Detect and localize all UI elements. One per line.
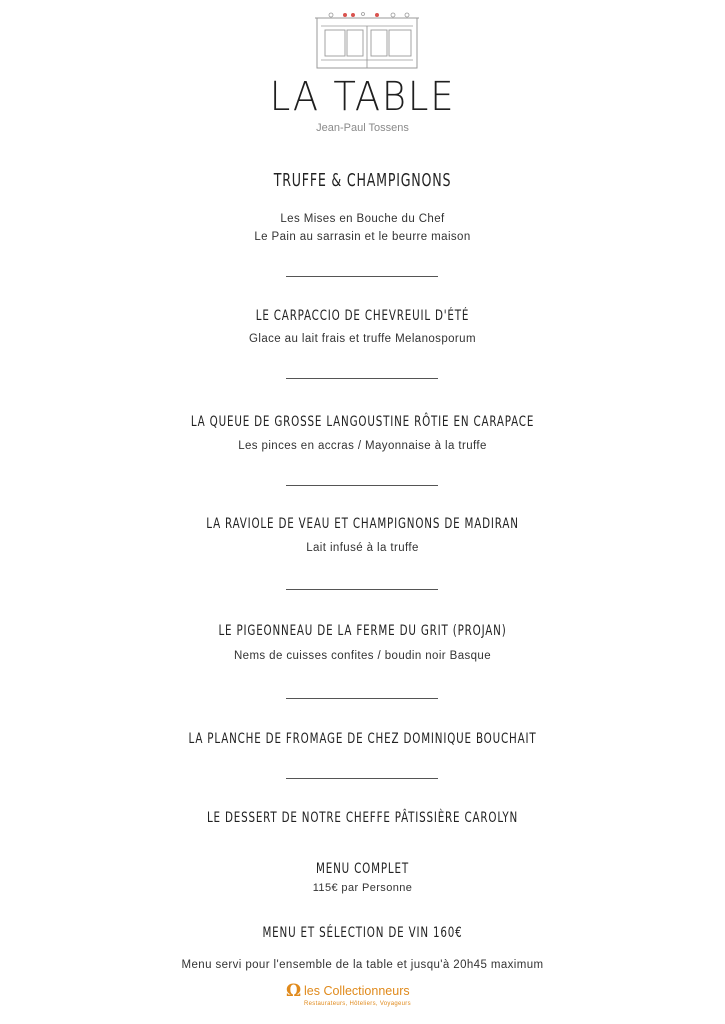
collectionneurs-tagline: Restaurateurs, Hôteliers, Voyageurs: [304, 1001, 411, 1007]
menu-complete-label: MENU COMPLET: [316, 861, 409, 877]
divider: [286, 276, 438, 277]
collectionneurs-logo: [286, 983, 446, 1013]
intro-line-2: Le Pain au sarrasin et le beurre maison: [254, 231, 471, 243]
chef-name: Jean-Paul Tossens: [316, 122, 409, 134]
service-note: Menu servi pour l'ensemble de la table et jusqu'à 20h45 maximum: [181, 959, 544, 971]
divider: [286, 778, 438, 779]
menu-complete-price: 115€ par Personne: [312, 882, 413, 894]
course-name: LA RAVIOLE DE VEAU ET CHAMPIGNONS DE MADIRAN: [206, 516, 519, 532]
restaurant-sketch-logo: [313, 10, 421, 72]
course-description: Lait infusé à la truffe: [306, 542, 419, 554]
course-description: Nems de cuisses confites / boudin noir Basque: [233, 650, 492, 662]
intro-line-1: Les Mises en Bouche du Chef: [280, 213, 445, 225]
divider: [286, 378, 438, 379]
brand-title: LA TABLE: [269, 74, 456, 120]
collectionneurs-name: les Collectionneurs: [304, 984, 410, 998]
course-description: Glace au lait frais et truffe Melanosporum: [249, 333, 476, 345]
course-name: LA QUEUE DE GROSSE LANGOUSTINE RÔTIE EN CARAPACE: [190, 414, 535, 430]
course-name: LA PLANCHE DE FROMAGE DE CHEZ DOMINIQUE BOUCHAIT: [188, 731, 537, 747]
course-name: LE CARPACCIO DE CHEVREUIL D'ÉTÉ: [255, 308, 470, 324]
divider: [286, 589, 438, 590]
divider: [286, 485, 438, 486]
course-description: Les pinces en accras / Mayonnaise à la truffe: [238, 440, 487, 452]
course-name: LE PIGEONNEAU DE LA FERME DU GRIT (PROJAN): [218, 623, 507, 639]
divider: [286, 698, 438, 699]
course-name: LE DESSERT DE NOTRE CHEFFE PÂTISSIÈRE CAROLYN: [206, 810, 519, 826]
wine-menu-label: MENU ET SÉLECTION DE VIN 160€: [262, 925, 463, 941]
omega-icon: Ω: [286, 981, 302, 1001]
menu-title: TRUFFE & CHAMPIGNONS: [273, 170, 452, 191]
